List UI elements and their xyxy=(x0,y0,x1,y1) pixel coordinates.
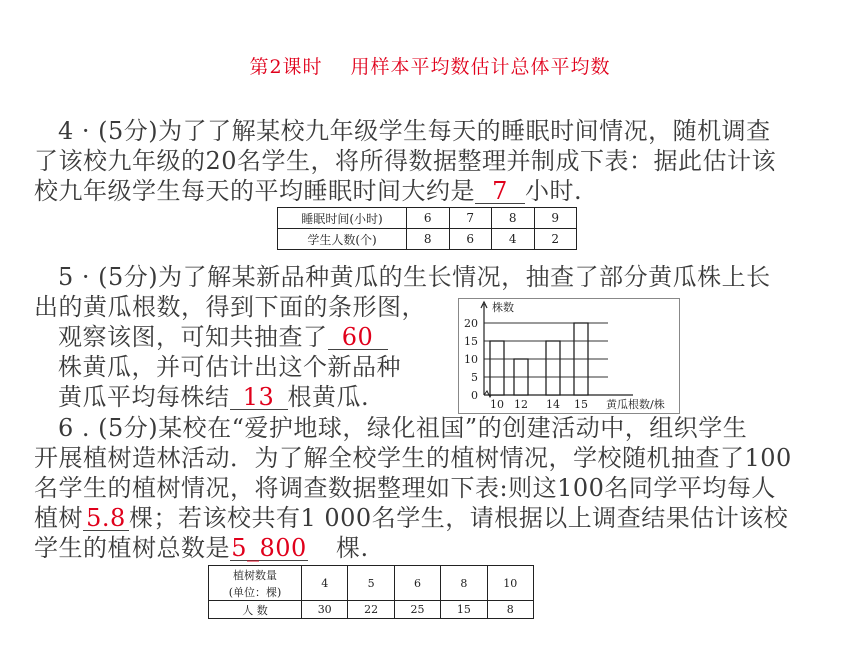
table-cell: 30 xyxy=(302,601,348,619)
page-title xyxy=(0,52,860,79)
table-cell: 2 xyxy=(534,229,577,250)
table-cell: 学生人数(个) xyxy=(278,229,407,250)
table-cell: 睡眠时间(小时) xyxy=(278,208,407,229)
table-cell: 8 xyxy=(407,229,450,250)
q6-answer-1: 5.8 xyxy=(83,506,129,531)
q5-answer-1: 60 xyxy=(328,325,388,350)
q5-line-1: 5 · (5分)为了解某新品种黄瓜的生长情况，抽查了部分黄瓜株上长 xyxy=(58,263,771,291)
q4-line-2: 了该校九年级的20名学生，将所得数据整理并制成下表：据此估计该 xyxy=(34,147,777,175)
table-cell: 7 xyxy=(449,208,492,229)
question-5 xyxy=(34,262,834,412)
q5-answer-2: 13 xyxy=(230,385,288,410)
table-cell: 25 xyxy=(394,601,440,619)
q6-line-4-text: 植树 xyxy=(34,504,83,532)
y-tick-label: 15 xyxy=(464,335,478,348)
table-row xyxy=(278,229,577,250)
q6-line-1: 6 . (5分)某校在“爱护地球，绿化祖国”的创建活动中，组织学生 xyxy=(58,414,748,442)
y-tick-label: 0 xyxy=(471,389,478,402)
table-cell: 8 xyxy=(441,566,487,601)
table-row xyxy=(209,566,534,584)
table-cell: 6 xyxy=(449,229,492,250)
q6-line-4-end: 棵；若该校共有1 000名学生，请根据以上调查结果估计该校 xyxy=(129,504,789,532)
table-row xyxy=(278,208,577,229)
lesson-title: 用样本平均数估计总体平均数 xyxy=(350,56,611,78)
y-tick-label: 5 xyxy=(471,371,478,384)
q4-line-3 xyxy=(34,176,834,206)
y-tick-label: 10 xyxy=(464,353,478,366)
bar xyxy=(490,341,504,395)
bar xyxy=(546,341,560,395)
sleep-time-table xyxy=(277,207,577,250)
q5-line-5 xyxy=(34,382,834,412)
table-cell: 4 xyxy=(302,566,348,601)
table-cell: 15 xyxy=(441,601,487,619)
q6-line-3: 名学生的植树情况，将调查数据整理如下表:则这100名同学平均每人 xyxy=(34,474,776,502)
q5-line-5-end: 根黄瓜. xyxy=(287,383,370,411)
x-tick-label: 10 xyxy=(490,398,504,411)
table-cell: 8 xyxy=(492,208,535,229)
table-cell: 22 xyxy=(348,601,394,619)
q4-line-3-end: 小时. xyxy=(525,177,583,205)
q5-line-3-text: 观察该图，可知共抽查了 xyxy=(58,323,328,351)
y-axis-label: 株数 xyxy=(492,301,514,314)
x-tick-label: 12 xyxy=(514,398,528,411)
lesson-number: 第2课时 xyxy=(249,56,323,78)
q5-line-3 xyxy=(34,322,834,352)
question-4 xyxy=(34,116,834,206)
tree-planting-table xyxy=(208,565,534,619)
table-cell: 植树数量 xyxy=(209,566,302,584)
q6-line-2: 开展植树造林活动．为了解全校学生的植树情况，学校随机抽查了100 xyxy=(34,444,792,472)
table-cell: 10 xyxy=(487,566,533,601)
table-cell: 6 xyxy=(394,566,440,601)
q6-line-5-end: 棵. xyxy=(336,534,369,562)
q6-line-5-text: 学生的植树总数是 xyxy=(34,534,230,562)
q6-answer-2: 5_800 xyxy=(231,534,307,562)
table-cell: 人 数 xyxy=(209,601,302,619)
q6-line-4 xyxy=(34,503,834,533)
table-cell: 9 xyxy=(534,208,577,229)
y-tick-label: 20 xyxy=(464,317,478,330)
table-cell: (单位：棵) xyxy=(209,583,302,601)
q5-line-4: 株黄瓜，并可估计出这个新品种 xyxy=(58,353,401,381)
x-tick-label: 15 xyxy=(574,398,588,411)
table-cell: 8 xyxy=(487,601,533,619)
q5-line-2: 出的黄瓜根数，得到下面的条形图， xyxy=(34,293,426,321)
table-row xyxy=(209,601,534,619)
table-cell: 4 xyxy=(492,229,535,250)
x-axis-label: 黄瓜根数/株 xyxy=(606,398,665,411)
q5-line-5-text: 黄瓜平均每株结 xyxy=(58,383,230,411)
q6-line-5 xyxy=(34,533,834,563)
table-cell: 5 xyxy=(348,566,394,601)
q4-line-1: 4 · (5分)为了了解某校九年级学生每天的睡眠时间情况，随机调查 xyxy=(58,117,771,145)
x-tick-label: 14 xyxy=(546,398,560,411)
cucumber-bar-chart xyxy=(458,298,680,414)
table-cell: 6 xyxy=(407,208,450,229)
question-6 xyxy=(34,413,834,563)
q4-answer: 7 xyxy=(475,179,525,204)
q4-line-3-text: 校九年级学生每天的平均睡眠时间大约是 xyxy=(34,177,475,205)
